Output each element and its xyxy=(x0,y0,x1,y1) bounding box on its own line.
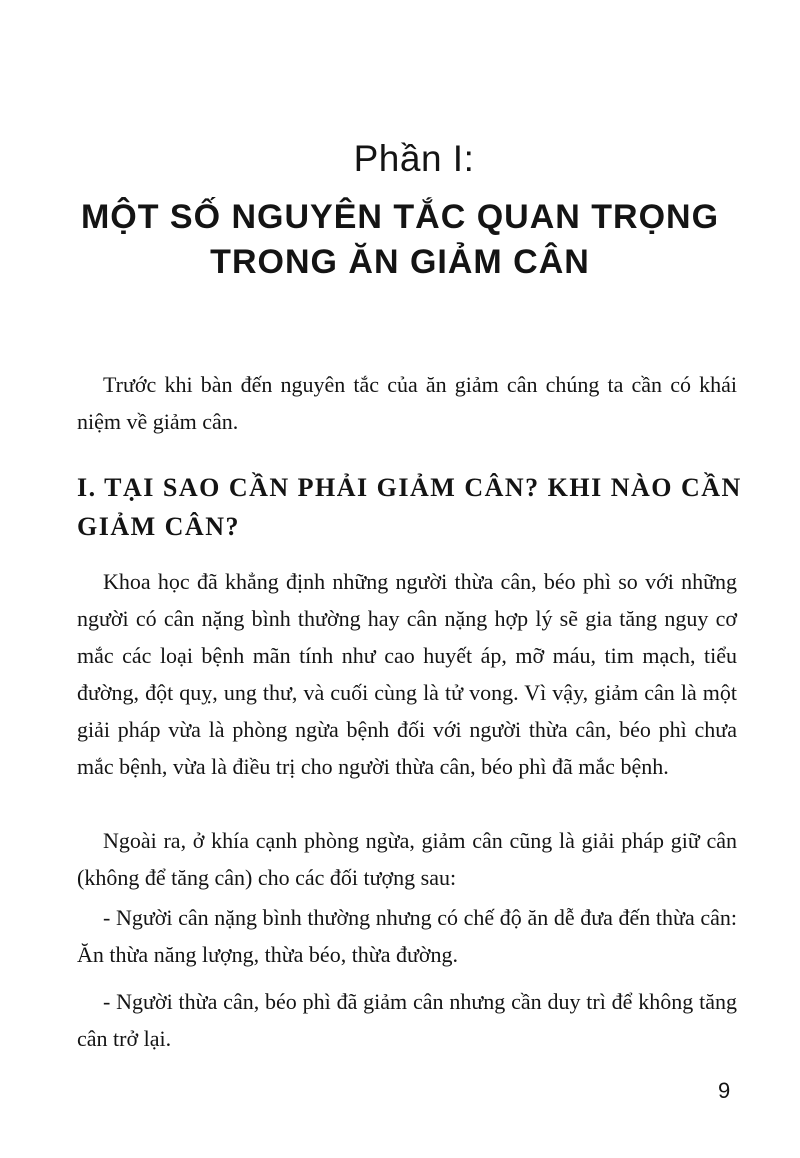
section-heading: I. TẠI SAO CẦN PHẢI GIẢM CÂN? KHI NÀO CẦN GIẢM CÂN? xyxy=(77,473,742,541)
body-paragraph-1: Khoa học đã khẳng định những người thừa cân, béo phì so với những người có cân nặng bình thường hay cân nặng hợp lý sẽ gia tăng nguy cơ mắc các loại bệnh mãn tính như cao huyết áp, mỡ máu, tim mạch, tiểu đường, đột quỵ, ung thư, và cuối cùng là tử vong. Vì vậy, giảm cân là một giải pháp vừa là phòng ngừa bệnh đối với người thừa cân, béo phì chưa mắc bệnh, vừa là điều trị cho người thừa cân, béo phì đã mắc bệnh. xyxy=(77,569,737,779)
intro-paragraph: Trước khi bàn đến nguyên tắc của ăn giảm cân chúng ta cần có khái niệm về giảm cân. xyxy=(77,372,737,434)
list-item-2: - Người thừa cân, béo phì đã giảm cân nhưng cần duy trì để không tăng cân trở lại. xyxy=(77,989,737,1051)
page-number: 9 xyxy=(718,1078,731,1103)
body-paragraph-2: Ngoài ra, ở khía cạnh phòng ngừa, giảm cân cũng là giải pháp giữ cân (không để tăng cân) cho các đối tượng sau: xyxy=(77,828,737,890)
chapter-title-line-1: MỘT SỐ NGUYÊN TẮC QUAN TRỌNG xyxy=(80,198,720,236)
list-item-1: - Người cân nặng bình thường nhưng có chế độ ăn dễ đưa đến thừa cân: Ăn thừa năng lượng, thừa béo, thừa đường. xyxy=(77,905,737,967)
part-label: Phần I: xyxy=(353,138,475,179)
chapter-title-line-2: TRONG ĂN GIẢM CÂN xyxy=(210,243,590,281)
